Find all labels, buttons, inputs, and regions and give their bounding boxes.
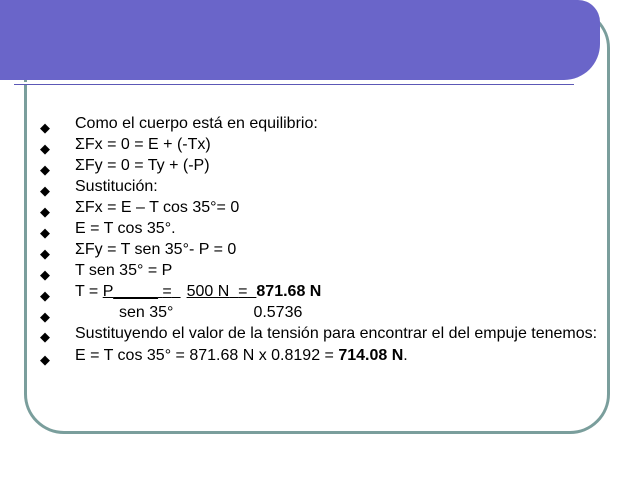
- bullet-list: [40, 113, 600, 366]
- fraction-blank: _____: [113, 283, 158, 300]
- bullet-icon: ◆: [40, 141, 50, 156]
- final-result: 714.08 N: [338, 347, 404, 364]
- bullet-icon: ◆: [40, 225, 50, 240]
- bullet-icon: ◆: [40, 204, 50, 219]
- fraction-line: ◆ T = P_____ = 500 N = 871.68 N: [40, 281, 600, 302]
- list-item: ◆ Sustitución:: [40, 176, 600, 197]
- slide-header-band: [0, 0, 600, 80]
- bullet-icon: ◆: [40, 267, 50, 282]
- list-item: ◆ Sustituyendo el valor de la tensión para encontrar el del empuje tenemos:: [40, 325, 598, 344]
- bullet-icon: ◆: [40, 246, 50, 261]
- bullet-icon: ◆: [40, 309, 50, 324]
- denominator-value: 0.5736: [253, 304, 303, 321]
- list-item: ◆ ΣFx = 0 = E + (-Tx): [40, 134, 600, 155]
- denominator-line: [40, 302, 600, 323]
- fraction-equals-2: =: [238, 283, 248, 300]
- list-item: ◆ ΣFy = T sen 35°- P = 0: [40, 239, 600, 260]
- list-item: ◆ ΣFx = E – T cos 35°= 0: [40, 197, 600, 218]
- list-item: ◆ ΣFy = 0 = Ty + (-P): [40, 155, 600, 176]
- header-divider-shadow: [14, 84, 574, 85]
- bullet-icon: ◆: [40, 120, 50, 135]
- fraction-numerator: P: [102, 283, 114, 300]
- denominator-sen: sen 35°: [119, 304, 174, 321]
- fraction-equals-1: =: [162, 283, 172, 300]
- bullet-icon: ◆: [40, 162, 50, 177]
- bullet-icon: ◆: [40, 288, 50, 303]
- final-line: ◆ E = T cos 35° = 871.68 N x 0.8192 = 714.08 N.: [40, 345, 600, 366]
- bullet-icon: ◆: [40, 352, 50, 367]
- fraction-value: 500 N: [186, 283, 230, 300]
- list-item: ◆ Como el cuerpo está en equilibrio:: [40, 113, 600, 134]
- bullet-icon: ◆: [40, 183, 50, 198]
- fraction-result: 871.68 N: [256, 283, 322, 300]
- bullet-icon: ◆: [40, 329, 50, 344]
- list-item: ◆ T sen 35° = P: [40, 260, 600, 281]
- list-item: ◆ E = T cos 35°.: [40, 218, 600, 239]
